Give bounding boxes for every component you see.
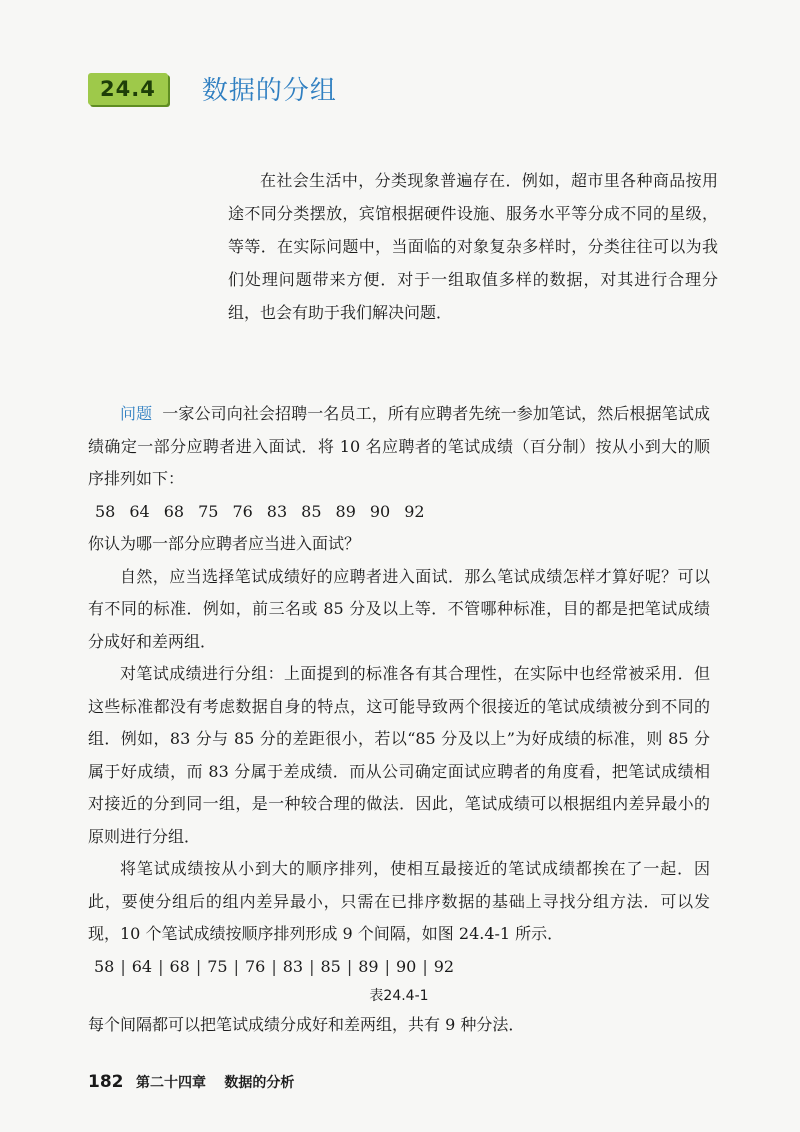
interval-score: 83 [282, 956, 304, 976]
paragraph-3: 将笔试成绩按从小到大的顺序排列，使相互最接近的笔试成绩都挨在了一起．因此，要使分组后的组内差异最小，只需在已排序数据的基础上寻找分组方法．可以发现，10 个笔试成绩按顺序排列形成 9 个间隔，如图 24.4-1 所示． [88, 859, 710, 943]
score-value: 76 [232, 501, 253, 521]
paragraph-2: 对笔试成绩进行分组：上面提到的标准各有其合理性，在实际中也经常被采用．但这些标准都没有考虑数据自身的特点，这可能导致两个很接近的笔试成绩被分到不同的组．例如，83 分与 85 分的差距很小，若以“85 分及以上”为好成绩的标准，则 85 分属于好成绩，而 83 分属于差成绩．而从公司确定面试应聘者的角度看，把笔试成绩相对接近的分到同一组，是一种较合理的做法．因此，笔试成绩可以根据组内差异最小的原则进行分组． [88, 664, 710, 846]
section-heading [88, 70, 337, 107]
page-footer [88, 1072, 294, 1092]
interval-score: 68 [169, 956, 190, 976]
problem-question: 你认为哪一部分应聘者应当进入面试？ [88, 534, 361, 553]
interval-separator: | [346, 956, 353, 976]
score-value: 75 [198, 501, 219, 521]
section-title: 数据的分组 [201, 76, 337, 106]
interval-separator: | [158, 956, 164, 976]
paragraph-1: 自然，应当选择笔试成绩好的应聘者进入面试．那么笔试成绩怎样才算好呢？可以有不同的标准．例如，前三名或 85 分及以上等．不管哪种标准，目的都是把笔试成绩分成好和差两组． [88, 566, 710, 651]
chapter-title: 数据的分析 [224, 1075, 295, 1091]
interval-row [88, 951, 710, 984]
interval-score: 92 [433, 956, 455, 976]
score-value: 58 [95, 501, 116, 521]
problem-label: 问题 [120, 404, 153, 423]
score-value: 90 [369, 501, 391, 521]
score-value: 64 [129, 501, 150, 521]
interval-separator: | [195, 956, 202, 976]
interval-score: 64 [131, 956, 153, 976]
page-number: 182 [88, 1072, 124, 1092]
section-number-badge: 24.4 [88, 73, 168, 105]
score-value: 92 [404, 501, 425, 521]
score-value: 83 [266, 501, 288, 521]
main-text [88, 398, 710, 1042]
score-value: 68 [163, 501, 185, 521]
table-caption: 表24.4-1 [369, 988, 429, 1004]
intro-paragraph: 在社会生活中，分类现象普遍存在．例如，超市里各种商品按用途不同分类摆放，宾馆根据硬件设施、服务水平等分成不同的星级，等等．在实际问题中，当面临的对象复杂多样时，分类往往可以为我们处理问题带来方便．对于一组取值多样的数据，对其进行合理分组，也会有助于我们解决问题． [228, 171, 718, 322]
intro-box [228, 164, 718, 329]
score-list [88, 496, 710, 529]
interval-score: 58 [94, 956, 115, 976]
interval-score: 85 [320, 956, 341, 976]
interval-separator: | [271, 956, 277, 976]
interval-separator: | [384, 956, 390, 976]
interval-score: 75 [207, 956, 228, 976]
interval-score: 89 [358, 956, 379, 976]
interval-score: 76 [245, 956, 266, 976]
problem-text: 一家公司向社会招聘一名员工，所有应聘者先统一参加笔试，然后根据笔试成绩确定一部分应聘者进入面试．将 10 名应聘者的笔试成绩（百分制）按从小到大的顺序排列如下： [88, 404, 710, 488]
problem-paragraph [88, 398, 710, 496]
interval-separator: | [233, 956, 239, 976]
closing-paragraph: 每个间隔都可以把笔试成绩分成好和差两组，共有 9 种分法． [88, 1015, 525, 1034]
interval-separator: | [422, 956, 428, 976]
interval-separator: | [120, 956, 126, 976]
interval-score: 90 [396, 956, 417, 976]
interval-separator: | [309, 956, 315, 976]
chapter-label: 第二十四章 [135, 1075, 206, 1091]
score-value: 85 [301, 501, 322, 521]
score-value: 89 [335, 501, 356, 521]
